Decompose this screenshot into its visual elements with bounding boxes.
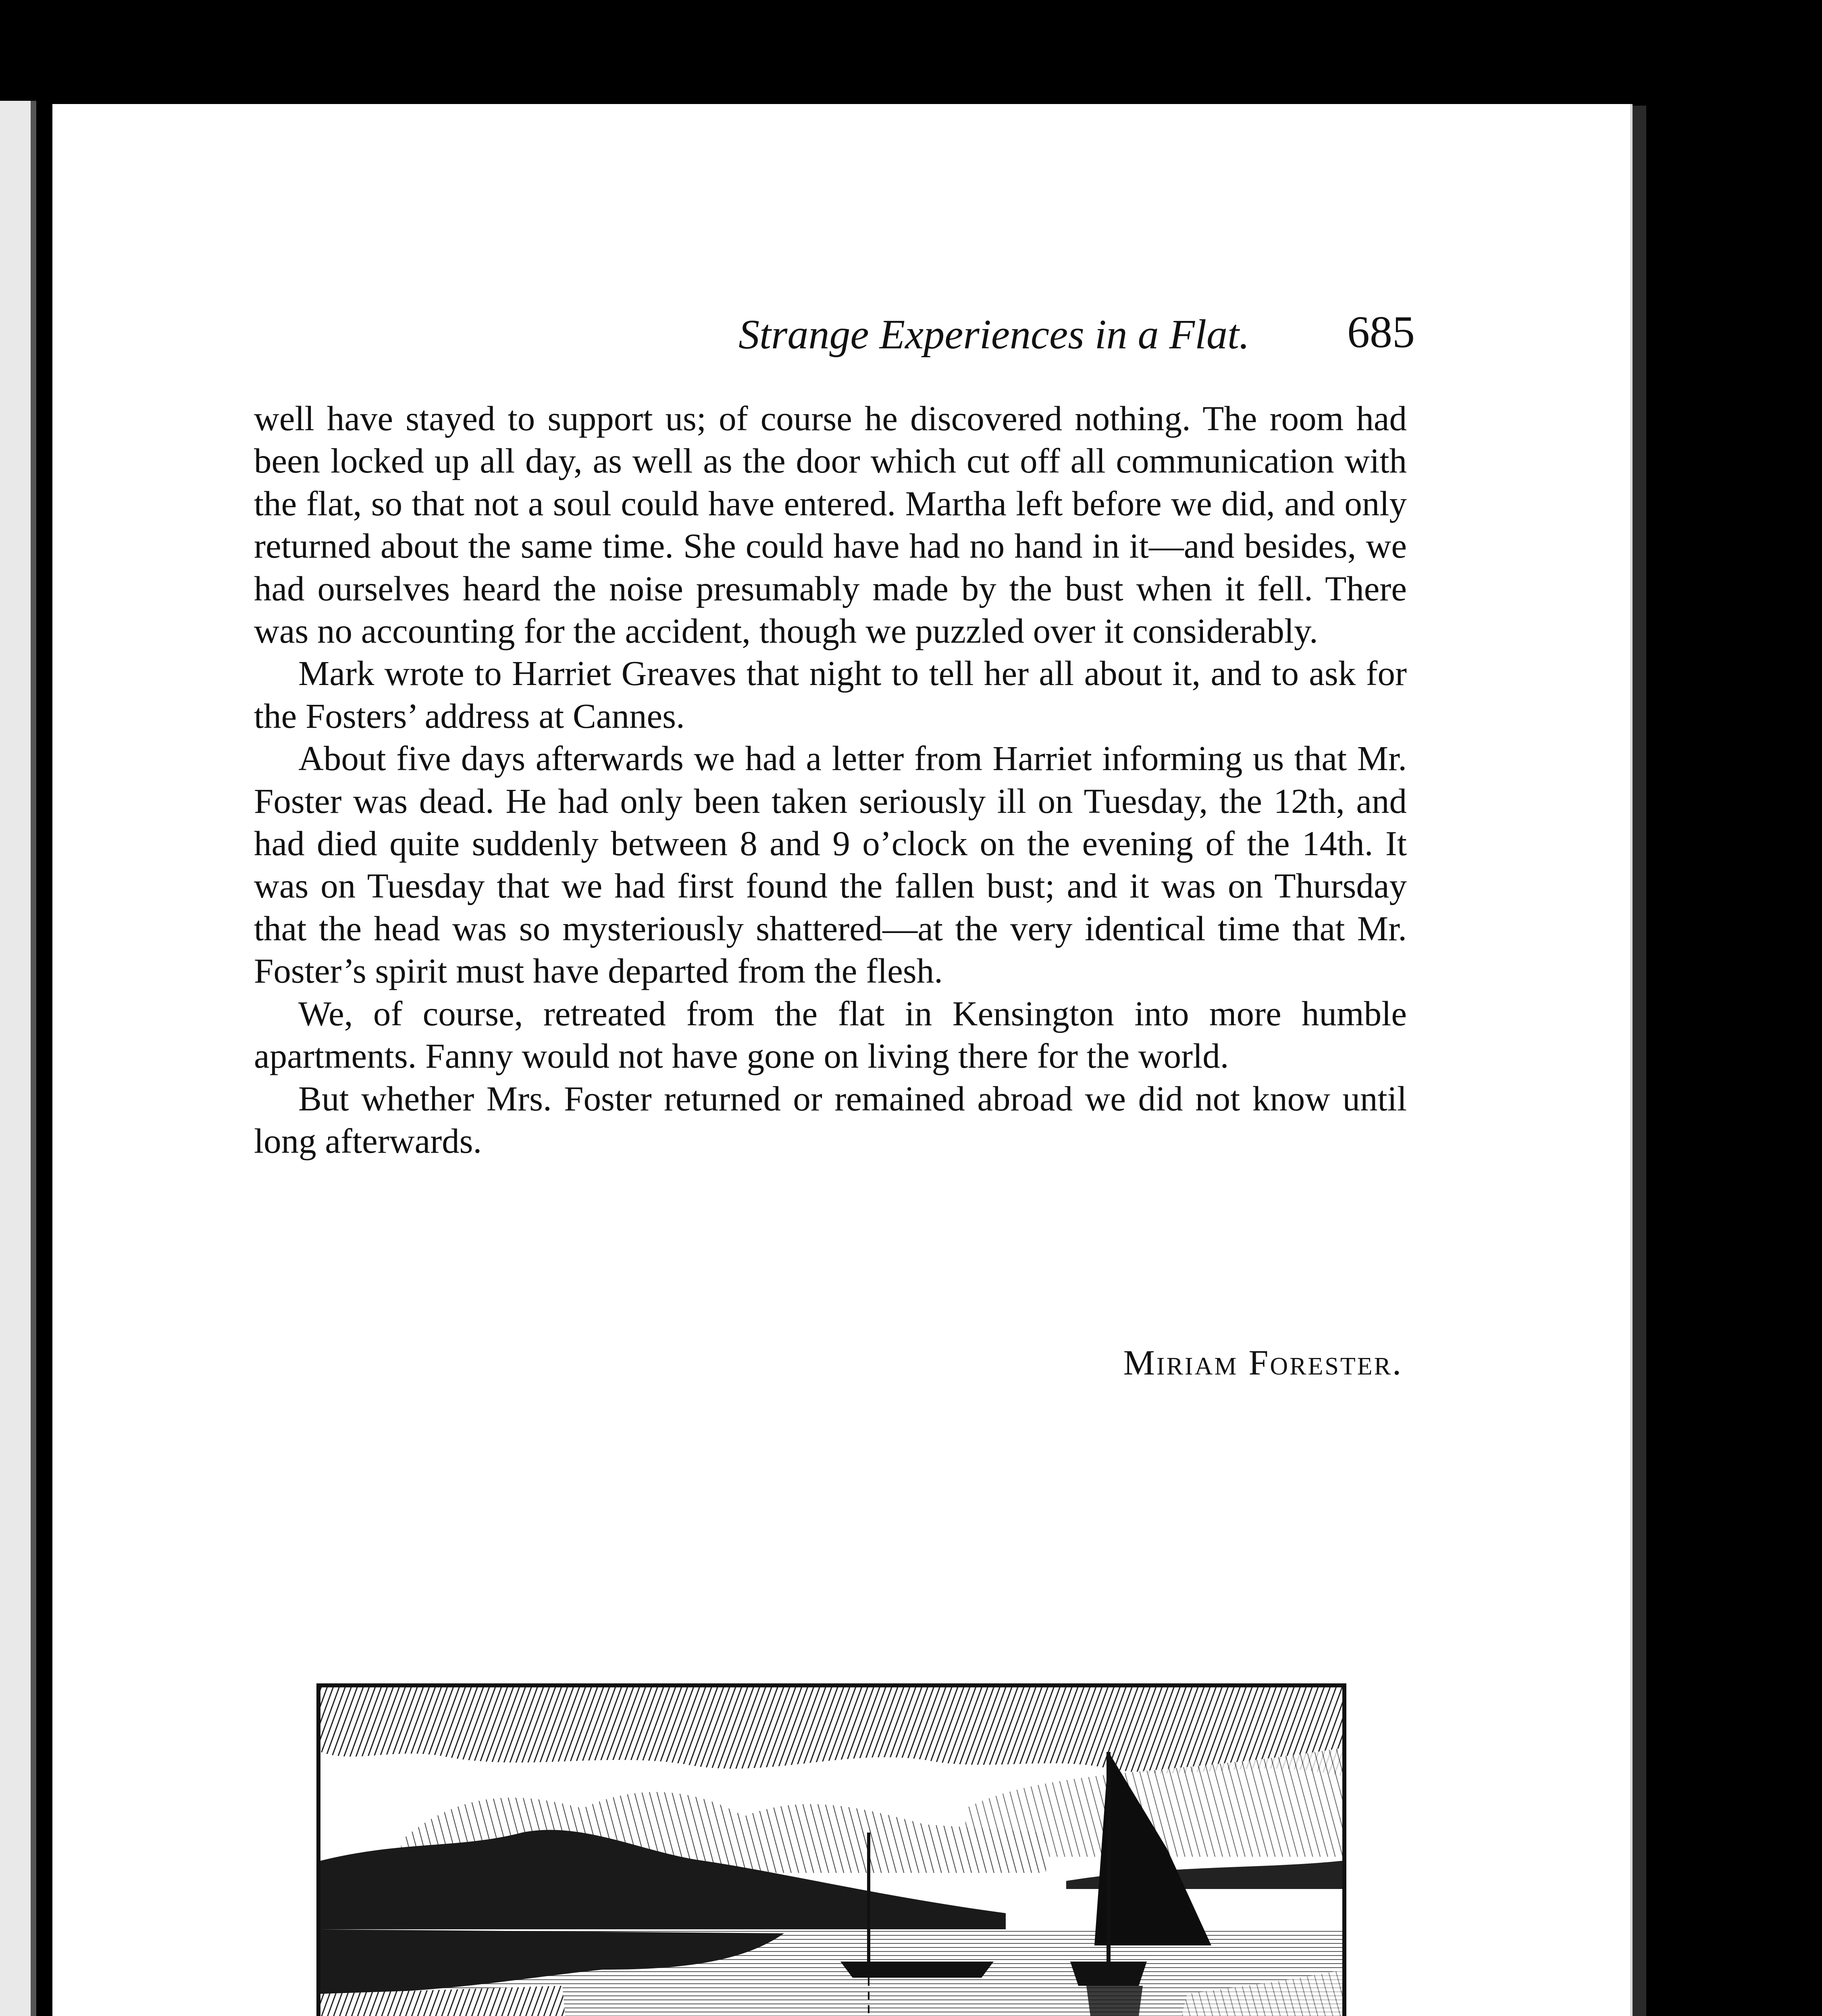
page-edge-shadow xyxy=(1633,106,1646,2016)
paragraph: Mark wrote to Harriet Greaves that night to tell her all about it, and to ask for the Fosters’ address at Cannes. xyxy=(254,654,1407,735)
paragraph: But whether Mrs. Foster returned or remained abroad we did not know until long afterwards. xyxy=(254,1079,1407,1160)
paragraph: We, of course, retreated from the flat in Kensington into more humble apartments. Fanny would not have gone on living there for the world. xyxy=(254,993,1407,1076)
paragraph: About five days afterwards we had a letter from Harriet informing us that Mr. Foster was dead. He had only been taken seriously ill on Tuesday, the 12th, and had died quite suddenly between 8 and 9 o’clock on the evening of the 14th. It was on Tuesday that we had first found the fallen bust; and it was on Thursday that the head was so mysteriously shattered—at the very identical time that Mr. Foster’s spirit must have departed from the flesh. xyxy=(254,739,1407,991)
running-title: Strange Experiences in a Flat. xyxy=(738,311,1250,358)
paragraph: well have stayed to support us; of course he discovered nothing. The room had been locked up all day, as well as the door which cut off all communication with the flat, so that not a soul could have entered. Martha left before we did, and only returned about the same time. She could have had no hand in it—and besides, we had ourselves heard the noise presumably made by the bust when it fell. There was no accounting for the accident, though we puzzled over it considerably. xyxy=(254,399,1407,651)
facing-page-edge xyxy=(0,101,36,2016)
page-number: 685 xyxy=(1347,307,1415,357)
engraving-artwork xyxy=(320,1687,1342,2016)
author-signature: Miriam Forester. xyxy=(1123,1343,1403,1383)
lake-sailboat-illustration xyxy=(316,1683,1346,2016)
article-body xyxy=(254,397,1407,1162)
